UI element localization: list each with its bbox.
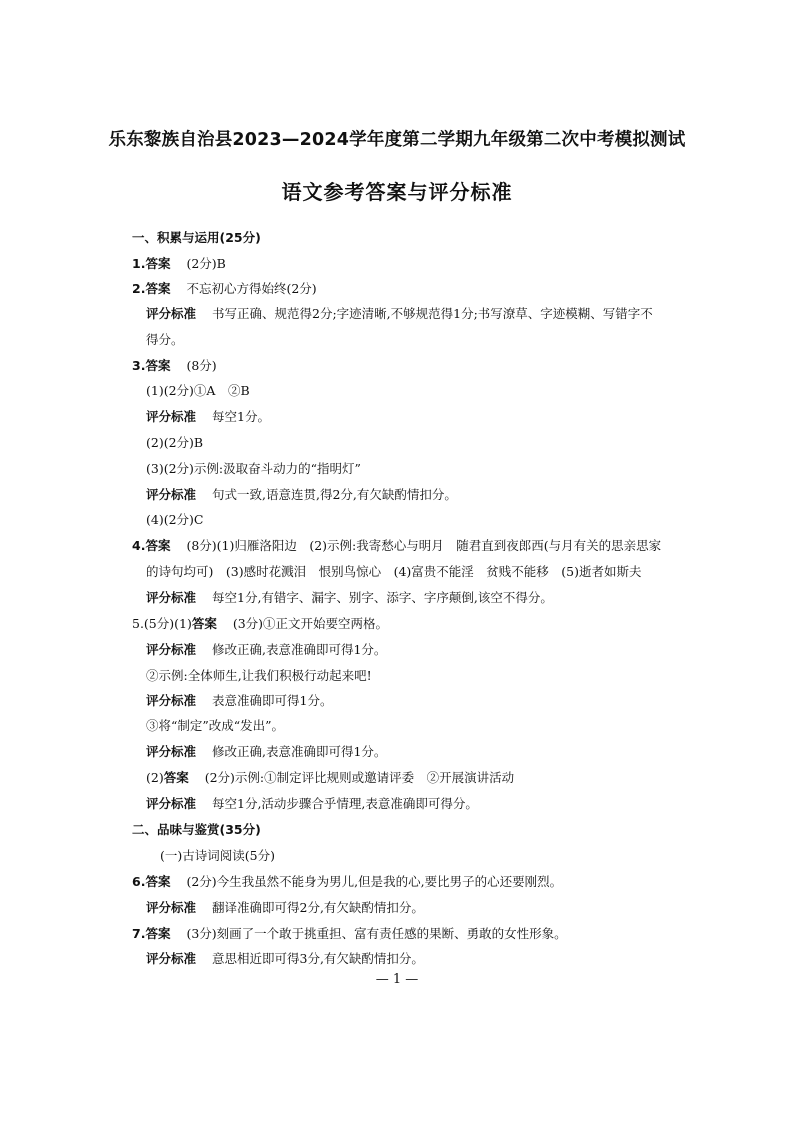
q5-row [132,616,388,632]
q4-continuation: 的诗句均可) (3)感时花溅泪 恨别鸟惊心 (4)富贵不能淫 贫贱不能移 (5)逝者如斯夫 [146,564,642,579]
std-label: 评分标准 [146,796,197,811]
q3-part1-std [146,409,270,425]
q3-part3: (3)(2分)示例:汲取奋斗动力的“指明灯” [146,461,361,476]
q5-item2: ②示例:全体师生,让我们积极行动起来吧! [146,668,372,683]
q4-row [132,538,661,554]
std-text: 意思相近即可得3分,有欠缺酌情扣分。 [212,951,424,966]
std-text: 每空1分,有错字、漏字、别字、添字、字序颠倒,该空不得分。 [212,590,553,605]
answer-text: 不忘初心方得始终(2分) [186,281,317,296]
exam-title: 乐东黎族自治县2023—2024学年度第二学期九年级第二次中考模拟测试 [108,130,686,150]
answer-label: 答案 [191,616,217,631]
q5-item3: ③将“制定”改成“发出”。 [146,718,285,733]
std-text: 句式一致,语意连贯,得2分,有欠缺酌情扣分。 [212,487,457,502]
answer-text: (8分) [186,358,217,373]
q2-std-continuation: 得分。 [146,332,184,347]
std-text: 修改正确,表意准确即可得1分。 [212,744,387,759]
std-label: 评分标准 [146,900,197,915]
answer-label: 2.答案 [132,281,171,296]
std-text: 表意准确即可得1分。 [212,693,333,708]
q3-row [132,358,217,374]
q3-part3-std [146,487,457,503]
answer-label: 1.答案 [132,256,171,271]
q7-row [132,926,567,942]
q6-std [146,900,424,916]
q4-std [146,590,553,606]
q5-3-std [146,744,386,760]
q3-part4: (4)(2分)C [146,512,204,527]
std-label: 评分标准 [146,487,197,502]
answer-label: 3.答案 [132,358,171,373]
std-label: 评分标准 [146,693,197,708]
q5-part2-row [146,770,514,786]
std-label: 评分标准 [146,744,197,759]
q5-2-std [146,693,332,709]
std-label: 评分标准 [146,409,197,424]
q7-std [146,951,424,967]
std-label: 评分标准 [146,951,197,966]
std-text: 修改正确,表意准确即可得1分。 [212,642,387,657]
answer-text: (2分)示例:①制定评比规则或邀请评委 ②开展演讲活动 [204,770,515,785]
page-number: — 1 — [375,972,419,987]
q6-row [132,874,562,890]
q3-part1: (1)(2分)①A ②B [146,383,250,398]
q2-std-row [146,306,653,322]
std-text: 每空1分,活动步骤合乎情理,表意准确即可得分。 [212,796,478,811]
std-text: 每空1分。 [212,409,270,424]
answer-label: 6.答案 [132,874,171,889]
answer-label: 7.答案 [132,926,171,941]
q2-row [132,281,317,297]
std-label: 评分标准 [146,306,197,321]
std-text: 书写正确、规范得2分;字迹清晰,不够规范得1分;书写潦草、字迹模糊、写错字不 [212,306,653,321]
subsection-heading: (一)古诗词阅读(5分) [160,848,275,863]
answer-text: (3分)①正文开始要空两格。 [232,616,389,631]
q3-part2: (2)(2分)B [146,435,204,450]
answer-text: (3分)刻画了一个敢于挑重担、富有责任感的果断、勇敢的女性形象。 [186,926,567,941]
section-heading-2: 二、品味与鉴赏(35分) [132,822,261,837]
answer-text: (2分)今生我虽然不能身为男儿,但是我的心,要比男子的心还要刚烈。 [186,874,563,889]
q5b-prefix: (2) [146,770,164,785]
section-heading-1: 一、积累与运用(25分) [132,230,261,245]
std-label: 评分标准 [146,642,197,657]
answer-text: (2分)B [186,256,226,271]
q5-prefix: 5.(5分)(1) [132,616,192,631]
q1-row [132,256,226,272]
answer-label: 答案 [163,770,189,785]
q5-part2-std [146,796,478,812]
std-label: 评分标准 [146,590,197,605]
q5-1-std [146,642,386,658]
document-subtitle: 语文参考答案与评分标准 [281,180,513,204]
std-text: 翻译准确即可得2分,有欠缺酌情扣分。 [212,900,424,915]
answer-label: 4.答案 [132,538,171,553]
answer-text: (8分)(1)归雁洛阳边 (2)示例:我寄愁心与明月 随君直到夜郎西(与月有关的思亲思家 [186,538,662,553]
